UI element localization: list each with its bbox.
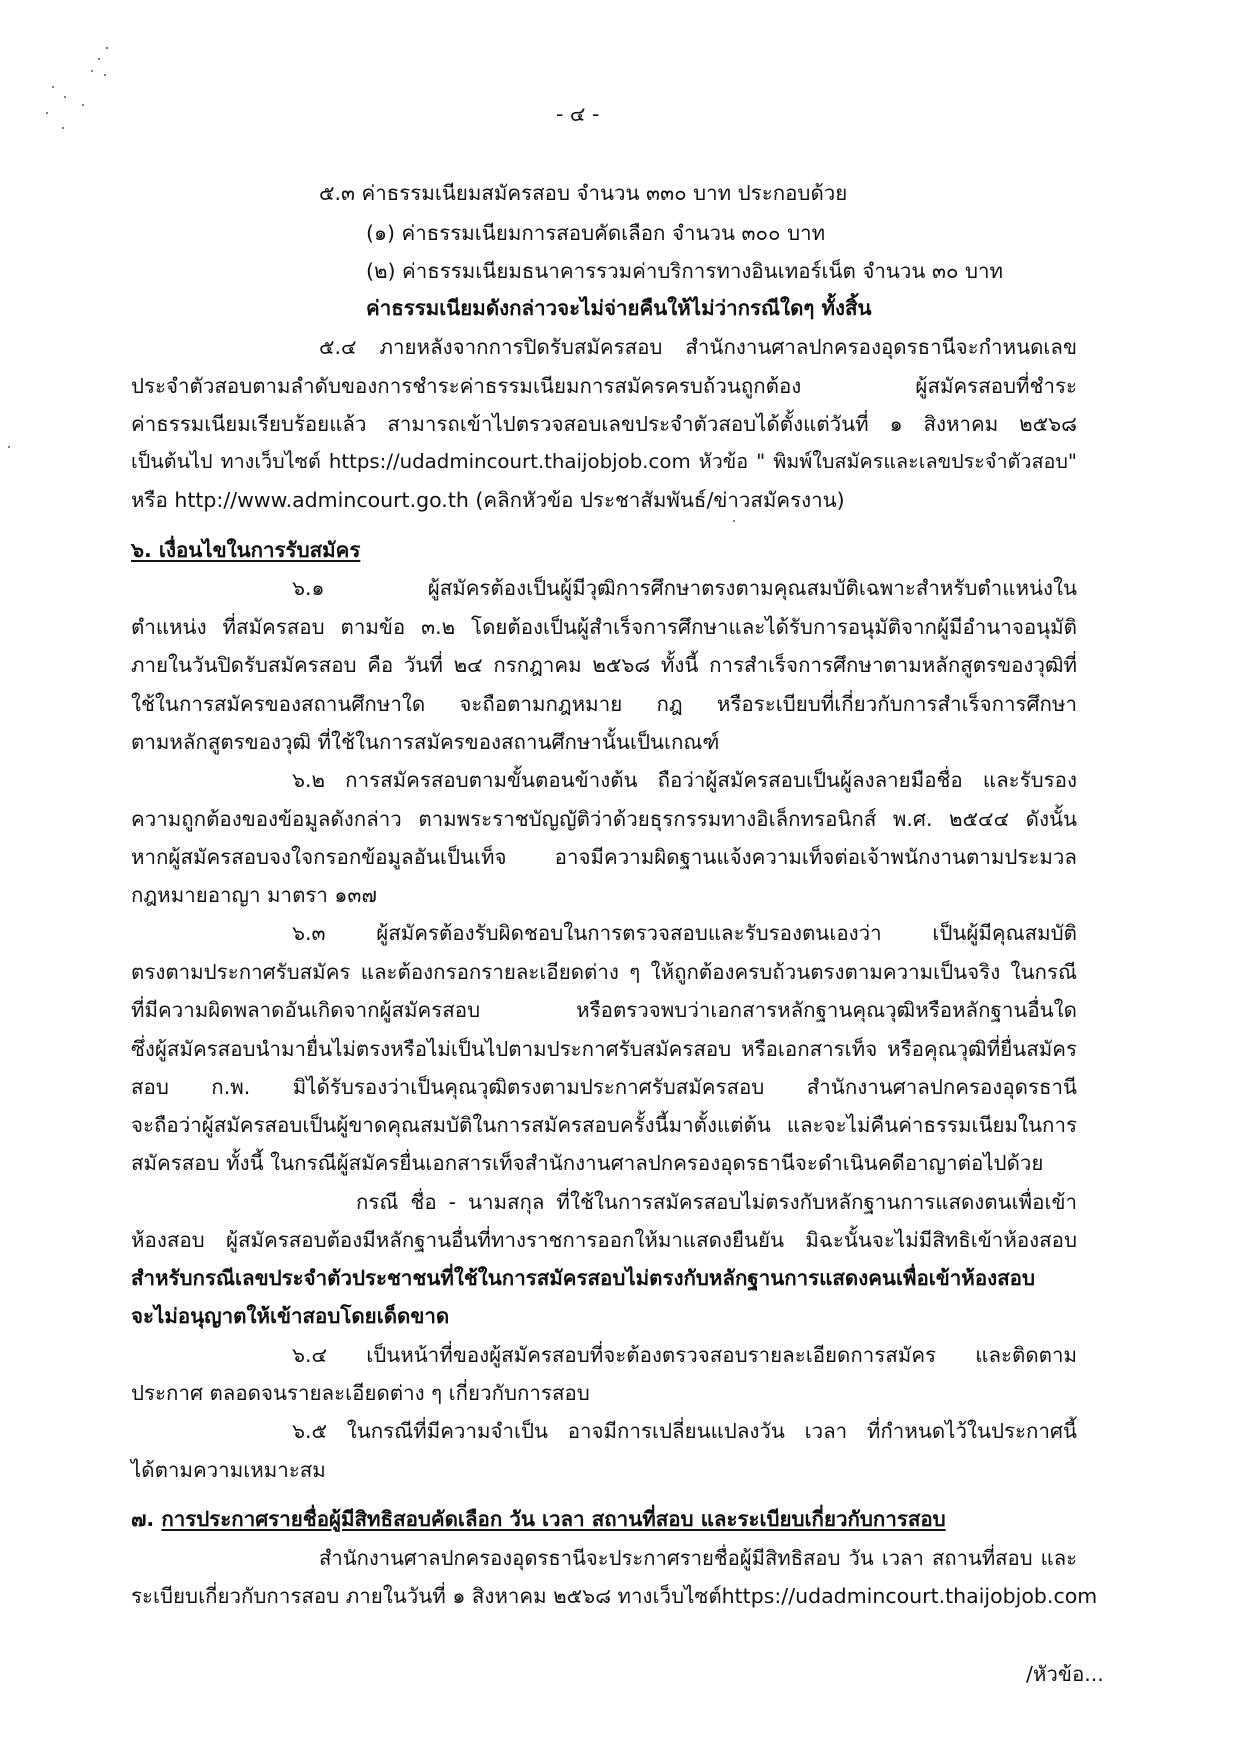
sec-6-3-line: ที่มีความผิดพลาดอันเกิดจากผู้สมัครสอบ หรือตรวจพบว่าเอกสารหลักฐานคุณวุฒิหรือหลักฐานอื่นใด	[131, 998, 1077, 1022]
sec-6-2-line: ความถูกต้องของข้อมูลดังกล่าว ตามพระราชบัญญัติว่าด้วยธุรกรรมทางอิเล็กทรอนิกส์ พ.ศ. ๒๕๔๔ ดังนั้น	[131, 807, 1077, 831]
sec-6-heading: ๖. เงื่อนไขในการรับสมัคร	[131, 538, 361, 562]
sec-6-3-id-line: สำหรับกรณีเลขประจำตัวประชาชนที่ใช้ในการสมัครสอบไม่ตรงกับหลักฐานการแสดงคนเพื่อเข้าห้องสอบ	[131, 1266, 1035, 1290]
sec-6-3-line: สมัครสอบ ทั้งนี้ ในกรณีผู้สมัครยื่นเอกสารเท็จสำนักงานศาลปกครองอุดรธานีจะดำเนินคดีอาญาต่อไปด้วย	[131, 1151, 1044, 1175]
sec-5-3-heading: ๕.๓ ค่าธรรมเนียมสมัครสอบ จำนวน ๓๓๐ บาท ประกอบด้วย	[319, 181, 848, 205]
sec-5-3-note: ค่าธรรมเนียมดังกล่าวจะไม่จ่ายคืนให้ไม่ว่ากรณีใดๆ ทั้งสิ้น	[366, 296, 872, 320]
sec-6-3-line: ซึ่งผู้สมัครสอบนำมายื่นไม่ตรงหรือไม่เป็นไปตามประกาศรับสมัครสอบ หรือเอกสารเท็จ หรือคุณวุฒิที่ยื่นสมัคร	[131, 1037, 1077, 1061]
sec-6-1-line: ๖.๑ ผู้สมัครต้องเป็นผู้มีวุฒิการศึกษาตรงตามคุณสมบัติเฉพาะสำหรับตำแหน่งใน	[292, 576, 1077, 600]
sec-6-2-line: ๖.๒ การสมัครสอบตามขั้นตอนข้างต้น ถือว่าผู้สมัครสอบเป็นผู้ลงลายมือชื่อ และรับรอง	[292, 768, 1077, 792]
sec-5-3-item-2: (๒) ค่าธรรมเนียมธนาคารรวมค่าบริการทางอินเทอร์เน็ต จำนวน ๓๐ บาท	[366, 259, 1004, 283]
sec-5-3-item-1: (๑) ค่าธรรมเนียมการสอบคัดเลือก จำนวน ๓๐๐ บาท	[366, 221, 826, 245]
sec-6-3-name-line: ห้องสอบ ผู้สมัครสอบต้องมีหลักฐานอื่นที่ทางราชการออกให้มาแสดงยืนยัน มิฉะนั้นจะไม่มีสิทธิเข้าห้องสอบ	[131, 1228, 1077, 1252]
sec-6-5-line: ๖.๕ ในกรณีที่มีความจำเป็น อาจมีการเปลี่ยนแปลงวัน เวลา ที่กำหนดไว้ในประกาศนี้	[292, 1419, 1077, 1443]
sec-5-4-line: หรือ http://www.admincourt.go.th (คลิกหัวข้อ ประชาสัมพันธ์/ข่าวสมัครงาน)	[131, 488, 845, 512]
sec-5-4-line: ประจำตัวสอบตามลำดับของการชำระค่าธรรมเนียมการสมัครครบถ้วนถูกต้อง ผู้สมัครสอบที่ชำระ	[131, 374, 1077, 398]
sec-6-2-line: กฎหมายอาญา มาตรา ๑๓๗	[131, 883, 377, 907]
sec-7-number: ๗.	[131, 1507, 155, 1531]
sec-7-line: สำนักงานศาลปกครองอุดรธานีจะประกาศรายชื่อผู้มีสิทธิสอบ วัน เวลา สถานที่สอบ และ	[319, 1546, 1077, 1570]
sec-6-5-line: ได้ตามความเหมาะสม	[131, 1458, 326, 1482]
sec-6-3-id-line: จะไม่อนุญาตให้เข้าสอบโดยเด็ดขาด	[131, 1304, 450, 1328]
continue-marker: /หัวข้อ...	[1026, 1662, 1104, 1686]
sec-7-line: ระเบียบเกี่ยวกับการสอบ ภายในวันที่ ๑ สิงหาคม ๒๕๖๘ ทางเว็บไซต์https://udadmincourt.thaijobjob.com	[131, 1584, 1098, 1608]
sec-5-4-line: เป็นต้นไป ทางเว็บไซต์ https://udadmincourt.thaijobjob.com หัวข้อ " พิมพ์ใบสมัครและเลขประจำตัวสอบ"	[131, 450, 1077, 473]
sec-6-4-line: ประกาศ ตลอดจนรายละเอียดต่าง ๆ เกี่ยวกับการสอบ	[131, 1381, 590, 1405]
sec-6-1-line: ตำแหน่ง ที่สมัครสอบ ตามข้อ ๓.๒ โดยต้องเป็นผู้สำเร็จการศึกษาและได้รับการอนุมัติจากผู้มีอำนาจอนุมัติ	[131, 615, 1077, 639]
sec-6-1-line: ใช้ในการสมัครของสถานศึกษาใด จะถือตามกฎหมาย กฎ หรือระเบียบที่เกี่ยวกับการสำเร็จการศึกษา	[131, 692, 1077, 716]
sec-7-title: การประกาศรายชื่อผู้มีสิทธิสอบคัดเลือก วัน เวลา สถานที่สอบ และระเบียบเกี่ยวกับการสอบ	[161, 1507, 946, 1531]
sec-6-3-line: สอบ ก.พ. มิได้รับรองว่าเป็นคุณวุฒิตรงตามประกาศรับสมัครสอบ สำนักงานศาลปกครองอุดรธานี	[131, 1075, 1077, 1099]
page-number: - ๔ -	[556, 102, 600, 126]
sec-5-4-line: ๕.๔ ภายหลังจากการปิดรับสมัครสอบ สำนักงานศาลปกครองอุดรธานีจะกำหนดเลข	[319, 335, 1077, 359]
sec-5-4-line: ค่าธรรมเนียมเรียบร้อยแล้ว สามารถเข้าไปตรวจสอบเลขประจำตัวสอบได้ตั้งแต่วันที่ ๑ สิงหาคม ๒๕๖๘	[131, 412, 1077, 436]
sec-6-2-line: หากผู้สมัครสอบจงใจกรอกข้อมูลอันเป็นเท็จ อาจมีความผิดฐานแจ้งความเท็จต่อเจ้าพนักงานตามประมวล	[131, 845, 1077, 869]
sec-7-heading	[131, 1505, 946, 1533]
sec-6-4-line: ๖.๔ เป็นหน้าที่ของผู้สมัครสอบที่จะต้องตรวจสอบรายละเอียดการสมัคร และติดตาม	[292, 1343, 1077, 1367]
sec-6-3-name-line: กรณี ชื่อ - นามสกุล ที่ใช้ในการสมัครสอบไม่ตรงกับหลักฐานการแสดงตนเพื่อเข้า	[356, 1190, 1077, 1214]
sec-6-3-line: ตรงตามประกาศรับสมัคร และต้องกรอกรายละเอียดต่าง ๆ ให้ถูกต้องครบถ้วนตรงตามความเป็นจริง ในกรณี	[131, 960, 1077, 984]
sec-6-1-line: ตามหลักสูตรของวุฒิ ที่ใช้ในการสมัครของสถานศึกษานั้นเป็นเกณฑ์	[131, 730, 720, 754]
sec-6-3-line: จะถือว่าผู้สมัครสอบเป็นผู้ขาดคุณสมบัติในการสมัครสอบครั้งนี้มาตั้งแต่ต้น และจะไม่คืนค่าธรรมเนียมในการ	[131, 1113, 1077, 1137]
sec-6-1-line: ภายในวันปิดรับสมัครสอบ คือ วันที่ ๒๔ กรกฎาคม ๒๕๖๘ ทั้งนี้ การสำเร็จการศึกษาตามหลักสูตรของวุฒิที่	[131, 653, 1077, 677]
sec-6-3-line: ๖.๓ ผู้สมัครต้องรับผิดชอบในการตรวจสอบและรับรองตนเองว่า เป็นผู้มีคุณสมบัติ	[292, 921, 1077, 945]
